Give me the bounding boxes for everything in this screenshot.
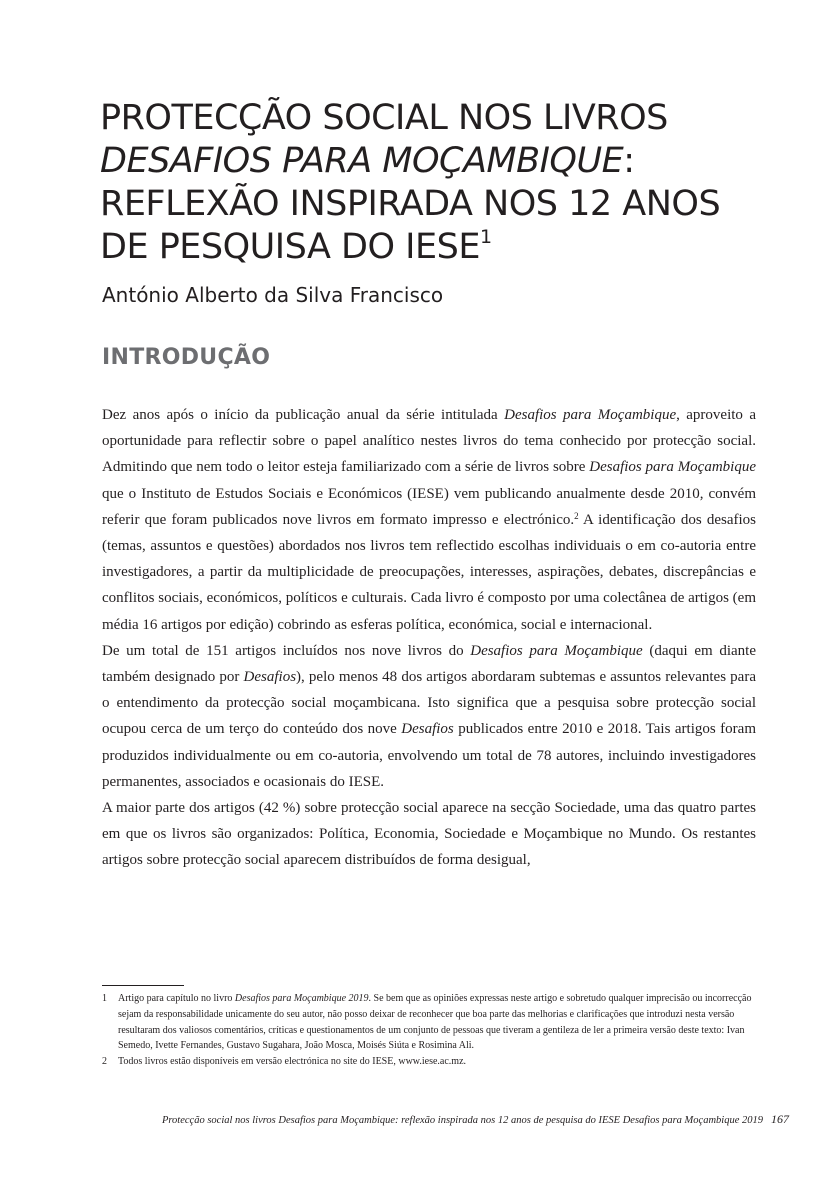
- paragraph-2: [102, 638, 756, 795]
- title-line-4: [100, 226, 780, 269]
- p2-text-1: De um total de 151 artigos incluídos nos nove livros do: [102, 642, 471, 659]
- running-title: Protecção social nos livros Desafios para Moçambique: reflexão inspirada nos 12 anos de pesquisa do IESE Desafios para Moçambique 2019: [161, 1115, 763, 1126]
- footnote-text: [118, 991, 756, 1054]
- footnote-ref-2[interactable]: 2: [574, 510, 579, 521]
- p2-italic-3: Desafios: [401, 721, 454, 738]
- p2-text-4: publicados entre 2010 e 2018. Tais artigos foram produzidos individualmente ou em co-autoria, envolvendo um total de 78 autores, incluindo investigadores permanentes, associados e ocasionais do IESE.: [102, 721, 756, 790]
- title-line-2: [100, 140, 780, 183]
- p2-text-2: (daqui em diante também designado por: [102, 642, 756, 686]
- footnotes: [102, 991, 756, 1070]
- author-name: António Alberto da Silva Francisco: [102, 283, 444, 307]
- paragraph-3: A maior parte dos artigos (42 %) sobre protecção social aparece na secção Sociedade, uma das quatro partes em que os livros são organizados: Política, Economia, Sociedade e Moçambique no Mundo. Os restantes artigos sobre protecção social aparecem distribuídos de forma desigual,: [102, 800, 756, 869]
- title-footnote-ref[interactable]: 1: [479, 226, 492, 248]
- title-line-1: PROTECÇÃO SOCIAL NOS LIVROS: [100, 98, 668, 138]
- p1-text-1: Dez anos após o início da publicação anual da série intitulada: [102, 407, 505, 423]
- title-italic-book-name: DESAFIOS PARA MOÇAMBIQUE: [100, 141, 624, 181]
- p1-text-4: A identificação dos desafios (temas, assuntos e questões) abordados nos livros tem reflectido escolhas individuais o em co-autoria entre investigadores, a partir da multiplicidade de preocupações, interesses, aspirações, debates, discrepâncias e conflitos sociais, económicos, políticos e culturais. Cada livro é composto por uma colectânea de artigos (em média 16 artigos por edição) cobrindo as esferas política, económica, social e internacional.: [102, 511, 756, 633]
- footnote-divider: [102, 985, 184, 986]
- p2-text-3: ), pelo menos 48 dos artigos abordaram subtemas e assuntos relevantes para o entendimento da protecção social moçambicana. Isto significa que a pesquisa sobre protecção social ocupou cerca de um terço do conteúdo dos nove: [102, 669, 756, 738]
- footnote-text: Todos livros estão disponíveis em versão electrónica no site do IESE, www.iese.ac.mz.: [118, 1056, 467, 1068]
- p2-italic-1: Desafios para Moçambique: [470, 642, 643, 659]
- footnote-1-text-1: Artigo para capítulo no livro: [118, 993, 235, 1004]
- title-line-4-text: DE PESQUISA DO IESE: [100, 227, 480, 267]
- footnote-1: [102, 991, 756, 1054]
- p1-italic-2: Desafios para Moçambique: [589, 459, 756, 476]
- p1-italic-1: Desafios para Moçambique: [504, 407, 677, 423]
- footnote-number: 2: [102, 1056, 107, 1068]
- page-footer: [162, 1112, 789, 1128]
- page-number: 167: [771, 1112, 789, 1126]
- p2-italic-2: Desafios: [243, 669, 297, 686]
- p1-text-2: , aproveito a oportunidade para reflectir sobre o papel analítico nestes livros do tema conhecido por protecção social. Admitindo que nem todo o leitor esteja familiarizado com a série de livros sobre: [102, 407, 756, 476]
- footnote-number: 1: [102, 993, 107, 1004]
- paragraph-1: [102, 402, 756, 638]
- p1-text-3: que o Instituto de Estudos Sociais e Económicos (IESE) vem publicando anualmente desde 2010, convém referir que foram publicados nove livros em formato impresso e electrónico.: [102, 485, 756, 528]
- footnote-1-text-2: . Se bem que as opiniões expressas neste artigo e sobretudo qualquer imprecisão ou incorrecção sejam da responsabilidade unicamente do seu autor, não posso deixar de reconhecer que boa parte das melhorias e clarificações que introduzi nesta versão resultaram dos valiosos comentários, críticas e questionamentos de um conjunto de pessoas que tiveram a gentileza de ler a primeira versão deste texto: Ivan Semedo, Ivette Fernandes, Gustavo Sugahara, João Mosca, Moisés Siúta e Rosimina Ali.: [118, 993, 752, 1052]
- footnote-2: [102, 1054, 756, 1070]
- section-heading: INTRODUÇÃO: [102, 345, 271, 370]
- article-title: [100, 97, 780, 269]
- title-colon: :: [623, 141, 635, 181]
- title-line-3: REFLEXÃO INSPIRADA NOS 12 ANOS: [100, 184, 721, 224]
- article-body: [102, 402, 756, 874]
- footnote-1-italic: Desafios para Moçambique 2019: [234, 993, 369, 1004]
